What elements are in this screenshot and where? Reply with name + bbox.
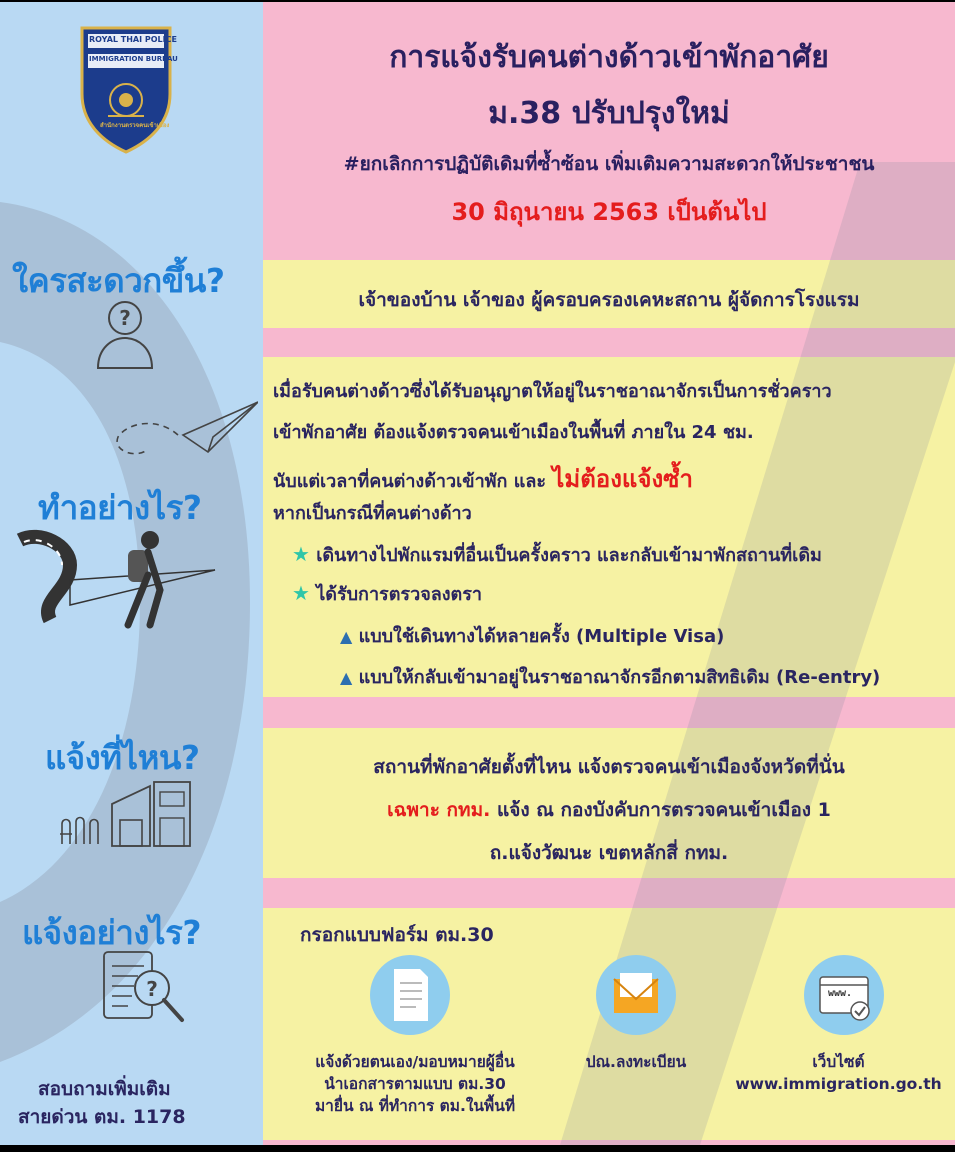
badge-middle-text: IMMIGRATION BUREAU: [89, 55, 178, 63]
triangle-bullet-icon: ▲: [340, 668, 353, 687]
star-bullet-icon: ★: [292, 542, 310, 566]
how-bullet2: [292, 579, 482, 608]
how-bullet1-text: เดินทางไปพักแรมที่อื่นเป็นครั้งคราว และกลับเข้ามาพักสถานที่เดิม: [316, 545, 822, 566]
person-question-icon: [94, 298, 156, 370]
poster: [0, 2, 955, 1145]
method-intro: กรอกแบบฟอร์ม ตม.30: [300, 924, 494, 946]
how-line2: เข้าพักอาศัย ต้องแจ้งตรวจคนเข้าเมืองในพื้นที่ ภายใน 24 ชม.: [273, 422, 754, 443]
option1-line1: แจ้งด้วยตนเอง/มอบหมายผู้อื่น: [315, 1053, 515, 1071]
star-bullet-icon: ★: [292, 581, 310, 605]
how-label: ทำอย่างไร?: [38, 488, 202, 527]
who-label: ใครสะดวกขึ้น?: [12, 261, 225, 300]
page-subtitle: #ยกเลิกการปฏิบัติเดิมที่ซ้ำซ้อน เพิ่มเติมความสะดวกให้ประชาชน: [343, 153, 875, 175]
paper-plane-icon: [108, 397, 258, 467]
hotline-number[interactable]: สายด่วน ตม. 1178: [18, 1106, 186, 1128]
who-text: เจ้าของบ้าน เจ้าของ ผู้ครอบครองเคหะสถาน ผู้จัดการโรงแรม: [358, 289, 860, 311]
page-title-line1: การแจ้งรับคนต่างด้าวเข้าพักอาศัย: [389, 40, 829, 75]
house-trees-icon: [50, 774, 196, 850]
how-sub1-text: แบบใช้เดินทางได้หลายครั้ง (Multiple Visa): [358, 626, 725, 647]
effective-date: 30 มิถุนายน 2563 เป็นต้นไป: [451, 198, 767, 226]
no-repeat-highlight: ไม่ต้องแจ้งซ้ำ: [552, 465, 693, 493]
triangle-bullet-icon: ▲: [340, 627, 353, 646]
traveler-road-icon: [10, 520, 220, 632]
method-label: แจ้งอย่างไร?: [22, 913, 201, 952]
www-text: www.: [828, 988, 853, 999]
where-label: แจ้งที่ไหน?: [45, 738, 200, 777]
where-line2: [263, 795, 955, 825]
option1-line2: นำเอกสารตามแบบ ตม.30: [324, 1075, 506, 1093]
method-option3: [722, 1051, 955, 1095]
how-sub2: [340, 662, 880, 691]
bangkok-only-highlight: เฉพาะ กทม.: [387, 799, 491, 821]
document-search-icon: [98, 946, 190, 1028]
website-url[interactable]: www.immigration.go.th: [735, 1075, 942, 1093]
document-icon: [370, 955, 450, 1035]
how-line3-prefix: นับแต่เวลาที่คนต่างด้าวเข้าพัก และ: [273, 471, 547, 492]
how-sub1: [340, 621, 724, 650]
option3-line1: เว็บไซต์: [812, 1053, 865, 1071]
mail-envelope-icon: [596, 955, 676, 1035]
how-line3: [273, 459, 693, 498]
svg-text:?: ?: [146, 977, 158, 1001]
svg-text:?: ?: [119, 306, 131, 330]
how-line1: เมื่อรับคนต่างด้าวซึ่งได้รับอนุญาตให้อยู่ในราชอาณาจักรเป็นการชั่วคราว: [273, 381, 832, 402]
how-sub2-text: แบบให้กลับเข้ามาอยู่ในราชอาณาจักรอีกตามสิทธิเดิม (Re-entry): [358, 667, 881, 688]
how-line4: หากเป็นกรณีที่คนต่างด้าว: [273, 503, 472, 524]
website-icon: [804, 955, 884, 1035]
page-title-line2: ม.38 ปรับปรุงใหม่: [488, 96, 730, 131]
option1-line3: มายื่น ณ ที่ทำการ ตม.ในพื้นที่: [314, 1097, 516, 1115]
how-bullet1: [292, 540, 822, 569]
where-line2-rest: แจ้ง ณ กองบังคับการตรวจคนเข้าเมือง 1: [496, 799, 831, 821]
badge-bottom-text: สำนักงานตรวจคนเข้าเมือง: [100, 122, 170, 129]
method-option1: [270, 1051, 560, 1117]
how-bullet2-text: ได้รับการตรวจลงตรา: [316, 584, 483, 605]
where-line1: สถานที่พักอาศัยตั้งที่ไหน แจ้งตรวจคนเข้าเมืองจังหวัดที่นั่น: [373, 756, 845, 778]
contact-line1: สอบถามเพิ่มเติม: [38, 1078, 171, 1100]
where-line3: ถ.แจ้งวัฒนะ เขตหลักสี่ กทม.: [489, 842, 729, 864]
method-option2: ปณ.ลงทะเบียน: [585, 1053, 687, 1071]
badge-top-text: ROYAL THAI POLICE: [89, 35, 177, 44]
